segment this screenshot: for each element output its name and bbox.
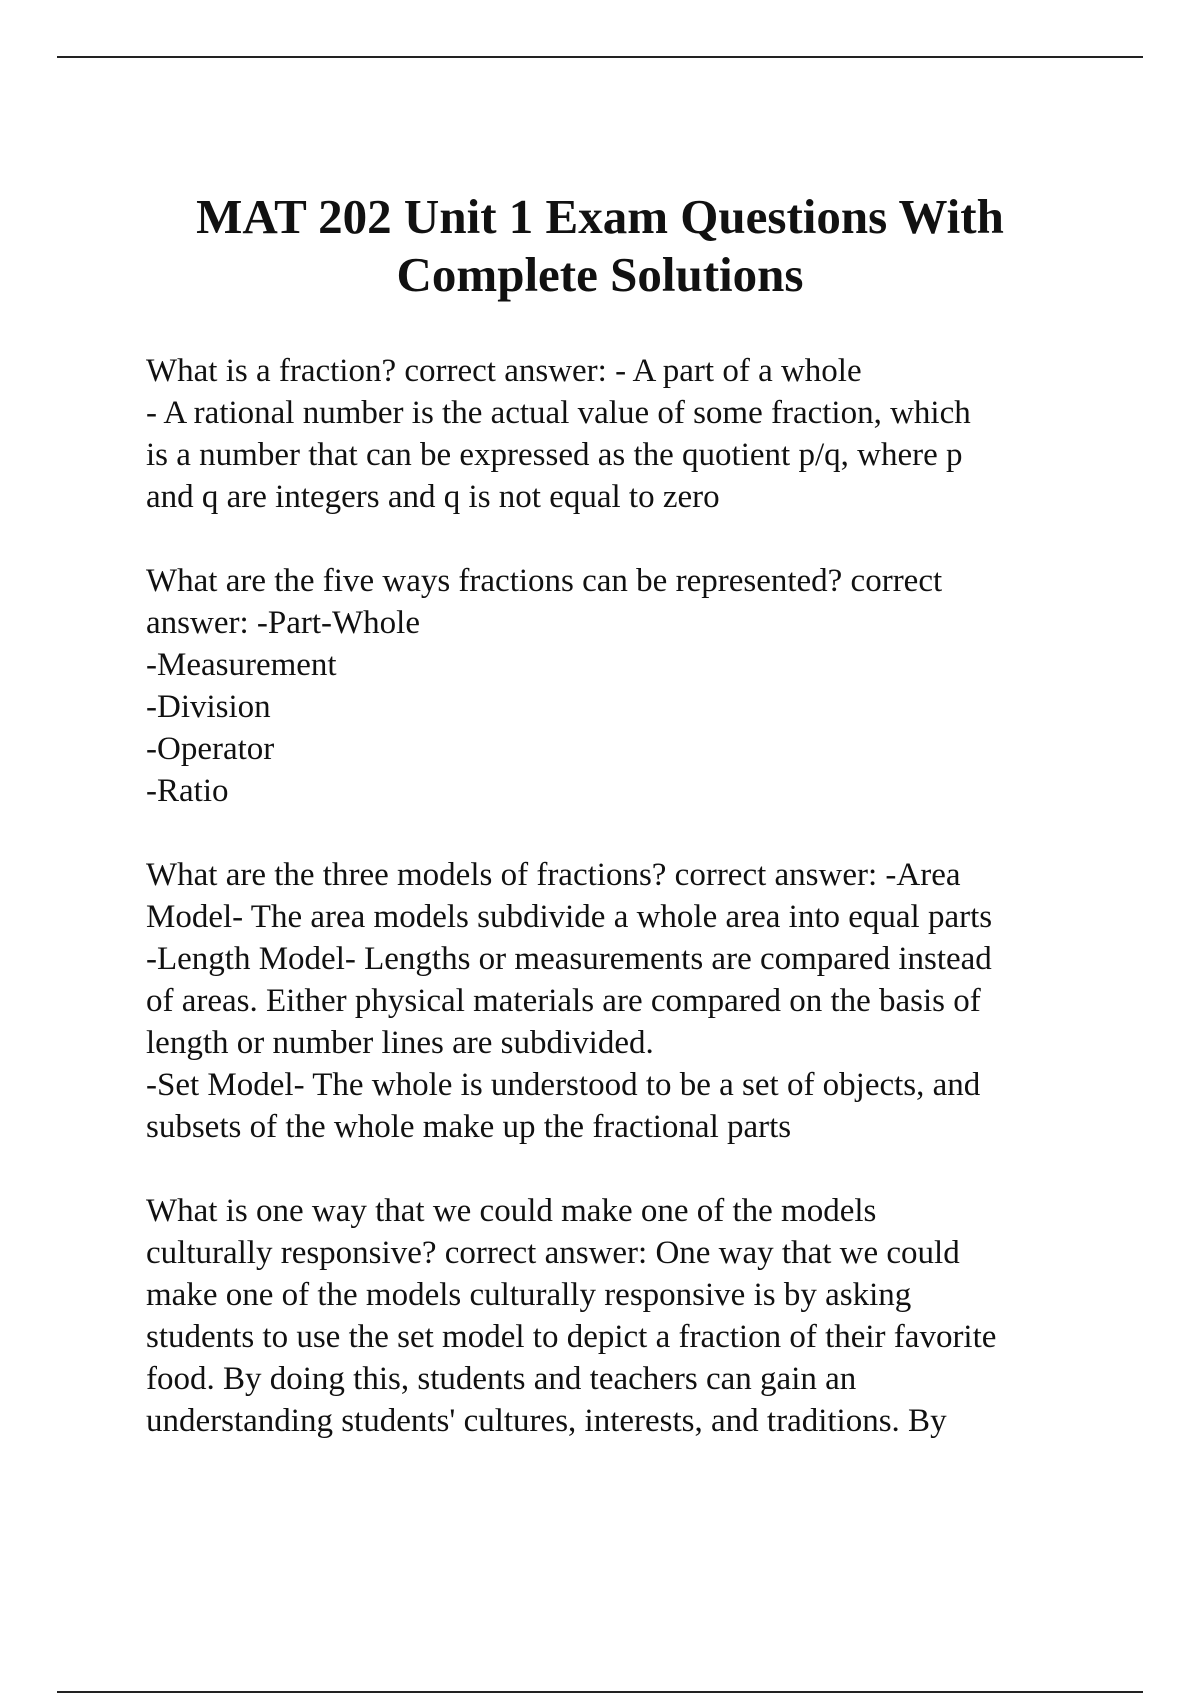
text-line: subsets of the whole make up the fractional parts xyxy=(146,1109,792,1145)
text-line: What are the five ways fractions can be represented? correct xyxy=(146,563,943,599)
qa-block-culturally-responsive xyxy=(146,1190,1106,1442)
qa-block-three-models xyxy=(146,854,1106,1148)
top-divider xyxy=(57,56,1143,58)
bottom-divider xyxy=(57,1691,1143,1693)
text-line: length or number lines are subdivided. xyxy=(146,1025,654,1061)
text-line: What is one way that we could make one of the models xyxy=(146,1193,877,1229)
title-line: MAT 202 Unit 1 Exam Questions With xyxy=(196,189,1004,244)
text-line: What are the three models of fractions? correct answer: -Area xyxy=(146,857,961,893)
text-line: answer: -Part-Whole xyxy=(146,605,420,641)
text-line: understanding students' cultures, interests, and traditions. By xyxy=(146,1403,947,1439)
text-line: is a number that can be expressed as the quotient p/q, where p xyxy=(146,437,963,473)
text-line: -Operator xyxy=(146,731,275,767)
text-line: and q are integers and q is not equal to zero xyxy=(146,479,720,515)
text-line: Model- The area models subdivide a whole area into equal parts xyxy=(146,899,993,935)
document-body xyxy=(146,350,1106,1484)
text-line: -Length Model- Lengths or measurements are compared instead xyxy=(146,941,992,977)
text-line: culturally responsive? correct answer: One way that we could xyxy=(146,1235,960,1271)
text-line: - A rational number is the actual value of some fraction, which xyxy=(146,395,971,431)
text-line: food. By doing this, students and teachers can gain an xyxy=(146,1361,857,1397)
page-title xyxy=(100,188,1100,304)
text-line: What is a fraction? correct answer: - A part of a whole xyxy=(146,353,862,389)
text-line: students to use the set model to depict a fraction of their favorite xyxy=(146,1319,997,1355)
text-line: -Division xyxy=(146,689,271,725)
qa-block-five-ways xyxy=(146,560,1106,812)
text-line: make one of the models culturally responsive is by asking xyxy=(146,1277,912,1313)
title-line: Complete Solutions xyxy=(396,247,804,302)
text-line: -Measurement xyxy=(146,647,337,683)
qa-block-fraction-definition xyxy=(146,350,1106,518)
text-line: -Set Model- The whole is understood to be a set of objects, and xyxy=(146,1067,981,1103)
text-line: of areas. Either physical materials are compared on the basis of xyxy=(146,983,981,1019)
text-line: -Ratio xyxy=(146,773,229,809)
